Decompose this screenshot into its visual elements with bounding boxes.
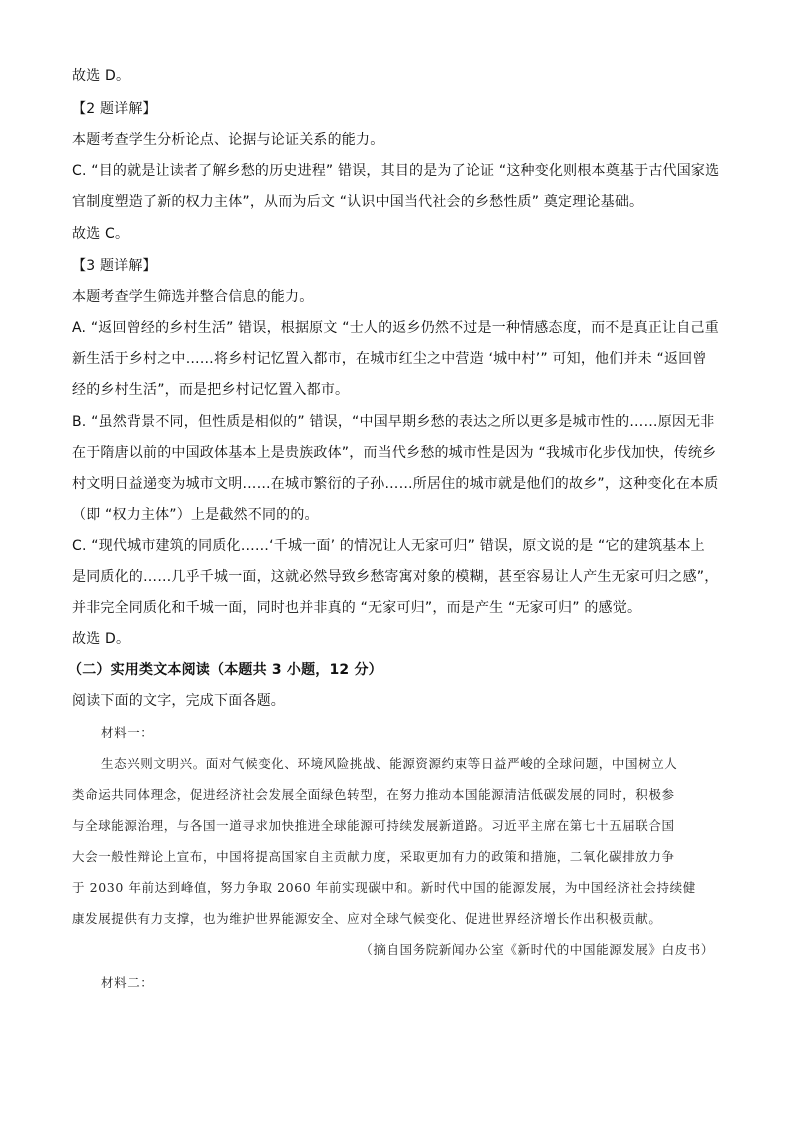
instruction-text: 阅读下面的文字，完成下面各题。 bbox=[72, 693, 285, 709]
section-heading: （二）实用类文本阅读（本题共 3 小题，12 分） bbox=[68, 662, 383, 678]
material-line: 生态兴则文明兴。面对气候变化、环境风险挑战、能源资源约束等日益严峻的全球问题，中国树立人 bbox=[101, 756, 678, 771]
material-line: 类命运共同体理念，促进经济社会发展全面绿色转型，在努力推动本国能源清洁低碳发展的同时，积极参 bbox=[72, 787, 675, 802]
material-label: 材料一： bbox=[101, 725, 154, 740]
question-detail-heading: 【2 题详解】 bbox=[72, 101, 157, 117]
text-line: B. “虽然背景不同，但性质是相似的” 错误，“中国早期乡愁的表达之所以更多是城市性的……原因无非 bbox=[72, 414, 715, 430]
text-line: 经的乡村生活”，而是把乡村记忆置入都市。 bbox=[72, 382, 350, 398]
text-line: （即 “权力主体”）上是截然不同的的。 bbox=[72, 507, 319, 523]
material-line: 与全球能源治理，与各国一道寻求加快推进全球能源可持续发展新道路。习近平主席在第七十五届联合国 bbox=[72, 818, 675, 833]
text-line: 官制度塑造了新的权力主体”，从而为后文 “认识中国当代社会的乡愁性质” 奠定理论基础。 bbox=[72, 194, 644, 210]
answer-line: 故选 C。 bbox=[72, 226, 130, 242]
material-label: 材料二： bbox=[101, 975, 154, 990]
question-detail-heading: 【3 题详解】 bbox=[72, 258, 157, 274]
text-line: C. “目的就是让读者了解乡愁的历史进程” 错误，其目的是为了论证 “这种变化则根本奠基于古代国家选 bbox=[72, 163, 720, 179]
material-source: （摘自国务院新闻办公室《新时代的中国能源发展》白皮书） bbox=[360, 942, 714, 957]
material-line: 康发展提供有力支撑，也为维护世界能源安全、应对全球气候变化、促进世界经济增长作出积极贡献。 bbox=[72, 911, 662, 926]
answer-line: 故选 D。 bbox=[72, 631, 131, 647]
text-line: 并非完全同质化和千城一面，同时也并非真的 “无家可归”，而是产生 “无家可归” 的感觉。 bbox=[72, 600, 642, 616]
text-line: A. “返回曾经的乡村生活” 错误，根据原文 “士人的返乡仍然不过是一种情感态度，而不是真正让自己重 bbox=[72, 320, 719, 336]
text-line: 本题考查学生筛选并整合信息的能力。 bbox=[72, 289, 314, 305]
material-line: 大会一般性辩论上宣布，中国将提高国家自主贡献力度，采取更加有力的政策和措施，二氧化碳排放力争 bbox=[72, 849, 675, 864]
text-line: 本题考查学生分析论点、论据与论证关系的能力。 bbox=[72, 132, 385, 148]
material-line: 于 2030 年前达到峰值，努力争取 2060 年前实现碳中和。新时代中国的能源发展，为中国经济社会持续健 bbox=[72, 880, 696, 895]
text-line: 新生活于乡村之中……将乡村记忆置入都市，在城市红尘之中营造 ‘城中村’” 可知，他们并未 “返回曾 bbox=[72, 351, 707, 367]
answer-line: 故选 D。 bbox=[72, 68, 131, 84]
text-line: 村文明日益递变为城市文明……在城市繁衍的子孙……所居住的城市就是他们的故乡”，这种变化在本质 bbox=[72, 476, 719, 492]
text-line: C. “现代城市建筑的同质化……‘千城一面’ 的情况让人无家可归” 错误，原文说的是 “它的建筑基本上 bbox=[72, 538, 705, 554]
text-line: 在于隋唐以前的中国政体基本上是贵族政体”，而当代乡愁的城市性是因为 “我城市化步伐加快，传统乡 bbox=[72, 445, 717, 461]
text-line: 是同质化的……几乎千城一面，这就必然导致乡愁寄寓对象的模糊，甚至容易让人产生无家可归之感”， bbox=[72, 569, 719, 585]
